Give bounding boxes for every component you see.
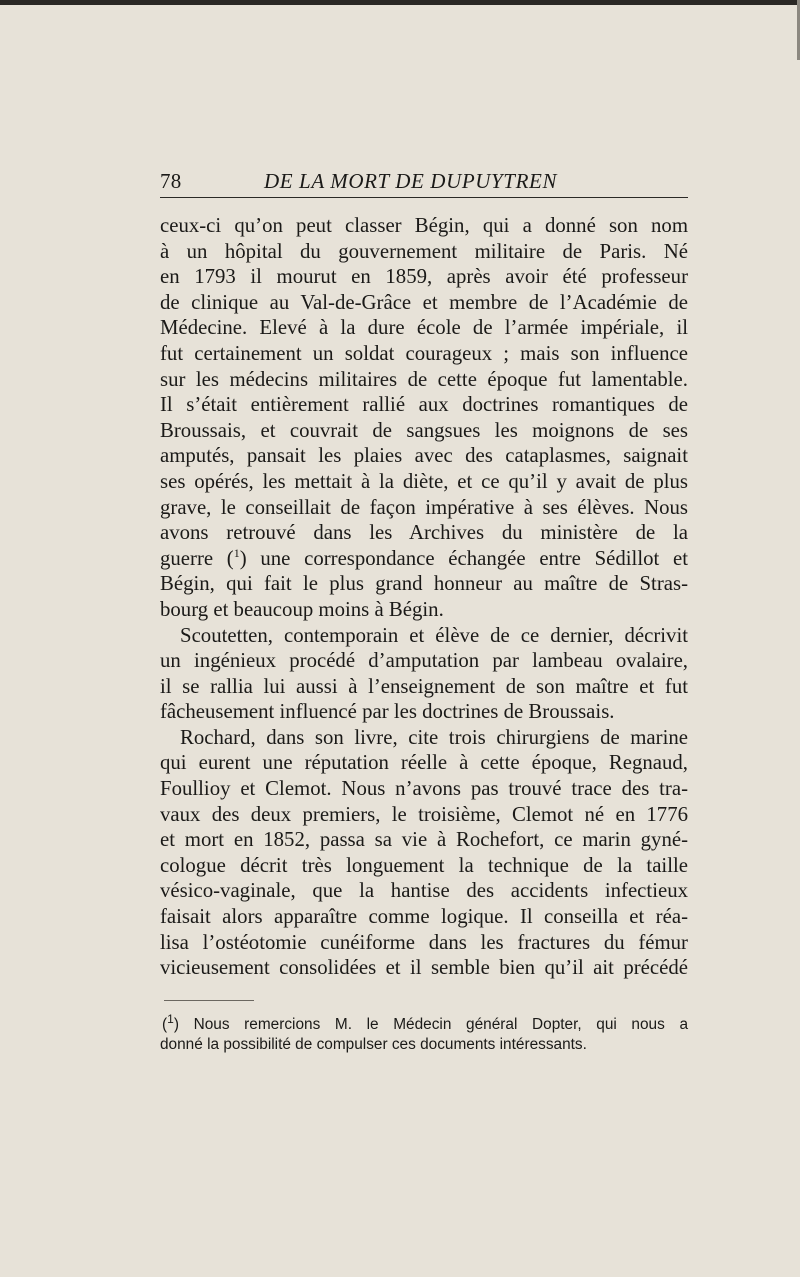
- running-header: [160, 169, 688, 197]
- text-line: sur les médecins militaires de cette époque fut lamentable.: [160, 367, 688, 391]
- text-line: Médecine. Elevé à la dure école de l’armée impériale, il: [160, 316, 688, 340]
- text-line: vaux des deux premiers, le troisième, Clemot né en 1776: [160, 802, 688, 826]
- text-line: fut certainement un soldat courageux ; mais son influence: [160, 341, 688, 365]
- footnote-reference: 1: [233, 545, 240, 560]
- text-line: Rochard, dans son livre, cite trois chirurgiens de marine: [180, 725, 688, 749]
- text-fragment: guerre (: [160, 546, 234, 570]
- text-line: avons retrouvé dans les Archives du ministère de la: [160, 521, 688, 545]
- text-line: et mort en 1852, passa sa vie à Rochefort, ce marin gyné-: [160, 828, 688, 852]
- page-number: 78: [160, 169, 182, 193]
- text-line-with-note-ref: [160, 546, 688, 572]
- text-line: un ingénieux procédé d’amputation par lambeau ovalaire,: [160, 649, 688, 673]
- text-line: Il s’était entièrement rallié aux doctrines romantiques de: [160, 393, 688, 417]
- text-line: fâcheusement influencé par les doctrines de Broussais.: [160, 700, 615, 724]
- text-line: il se rallia lui aussi à l’enseignement de son maître et fut: [160, 674, 688, 698]
- footnote-text: Nous remercions M. le Médecin général Dopter, qui nous a: [193, 1016, 689, 1033]
- text-line: lisa l’ostéotomie cunéiforme dans les fractures du fémur: [160, 930, 688, 954]
- body-text: [160, 213, 688, 981]
- footnote-marker: 1: [167, 1011, 174, 1026]
- text-line: vésico-vaginale, que la hantise des accidents infectieux: [160, 879, 688, 903]
- text-line: à un hôpital du gouvernement militaire de Paris. Né: [160, 239, 688, 263]
- text-line: en 1793 il mourut en 1859, après avoir été professeur: [160, 265, 688, 289]
- text-line: ceux-ci qu’on peut classer Bégin, qui a donné son nom: [160, 214, 688, 237]
- text-line: cologue décrit très longuement la technique de la taille: [160, 853, 688, 877]
- text-line: Bégin, qui fait le plus grand honneur au maître de Stras-: [160, 572, 688, 596]
- text-line: Scoutetten, contemporain et élève de ce dernier, décrivit: [180, 623, 688, 647]
- text-line: qui eurent une réputation réelle à cette époque, Regnaud,: [160, 751, 688, 775]
- text-line: bourg et beaucoup moins à Bégin.: [160, 597, 444, 621]
- footnote-rule: [164, 1000, 254, 1001]
- text-fragment: ) une correspondance échangée entre Sédillot et: [239, 546, 688, 570]
- text-line: vicieusement consolidées et il semble bien qu’il ait précédé: [160, 956, 688, 980]
- footnote-line: donné la possibilité de compulser ces documents intéressants.: [160, 1035, 587, 1053]
- text-line: faisait alors apparaître comme logique. Il conseilla et réa-: [160, 905, 688, 929]
- text-line: ses opérés, les mettait à la diète, et ce qu’il y avait de plus: [160, 469, 688, 493]
- footnote: [160, 1011, 689, 1054]
- text-line: Broussais, et couvrait de sangsues les moignons de ses: [160, 418, 688, 442]
- text-line: Foullioy et Clemot. Nous n’avons pas trouvé trace des tra-: [160, 777, 688, 801]
- text-line: grave, le conseillait de façon impérative à ses élèves. Nous: [160, 495, 688, 519]
- footnote-line: ($^1$) Nous remercions M. le Médecin général Dopter, qui nous a: [162, 1011, 689, 1033]
- text-line: amputés, pansait les plaies avec des cataplasmes, saignait: [160, 444, 688, 468]
- text-line: de clinique au Val-de-Grâce et membre de l’Académie de: [160, 290, 688, 314]
- running-title: DE LA MORT DE DUPUYTREN: [264, 169, 558, 193]
- header-rule: [160, 197, 688, 198]
